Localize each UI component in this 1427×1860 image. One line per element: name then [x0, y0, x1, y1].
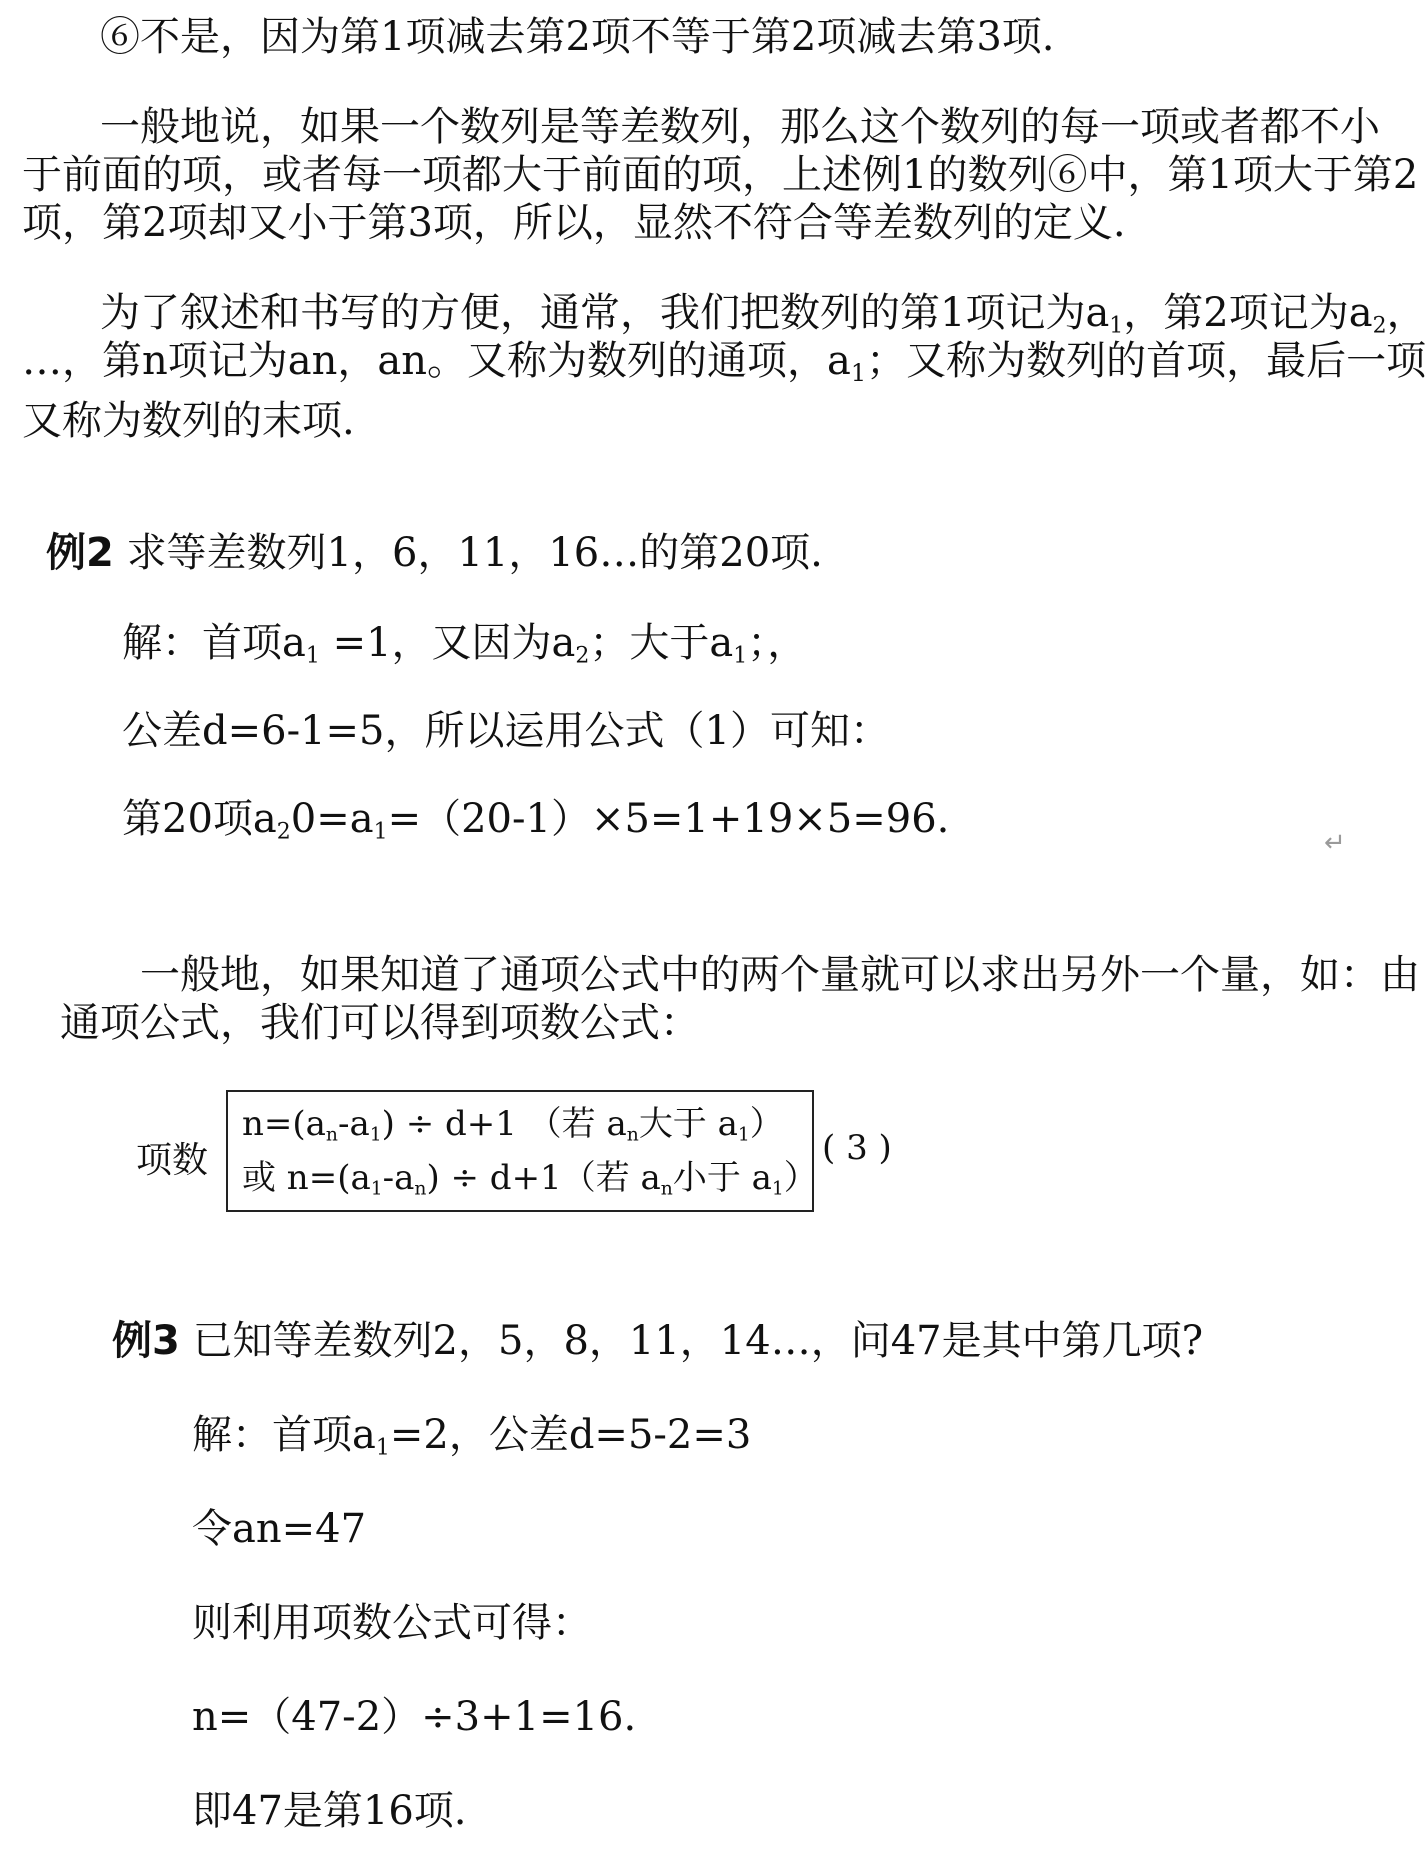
step-text: =1，又因为a — [319, 620, 576, 666]
subscript: 1 — [737, 1124, 750, 1146]
formula-number: ( 3 ) — [822, 1128, 892, 1168]
step-text: ；大于a — [589, 620, 734, 666]
formula-text: ） — [749, 1104, 784, 1144]
subscript: 1 — [733, 643, 748, 669]
formula-text: ） — [783, 1158, 818, 1198]
formula-row1 — [242, 1104, 784, 1144]
example3-question — [112, 1318, 1203, 1364]
formula-label: 项数 — [136, 1140, 209, 1181]
subscript: 1 — [1109, 313, 1124, 339]
example2-step1 — [122, 620, 808, 669]
example3-step5: 即47是第16项. — [192, 1788, 467, 1834]
example3-step2: 令an=47 — [192, 1506, 367, 1552]
example2-label: 例2 — [46, 530, 114, 576]
subscript: 1 — [305, 643, 320, 669]
subscript: n — [626, 1124, 639, 1146]
para3-line2: 通项公式，我们可以得到项数公式： — [60, 1000, 700, 1046]
subscript: 1 — [373, 819, 388, 845]
step-text: =2，公差d=5-2=3 — [389, 1412, 752, 1458]
example2-question-text: 求等差数列1，6，11，16…的第20项. — [126, 530, 823, 576]
example3-step1 — [192, 1412, 752, 1461]
step-text: 解：首项a — [192, 1412, 376, 1458]
subscript: 1 — [370, 1178, 383, 1200]
subscript: 2 — [1372, 313, 1387, 339]
step-text: 解：首项a — [122, 620, 306, 666]
formula-text: 或 n=(a — [242, 1158, 371, 1198]
para2-line1 — [100, 290, 1427, 339]
example3-step3: 则利用项数公式可得： — [192, 1600, 592, 1646]
subscript: 2 — [276, 819, 291, 845]
formula-text: n=(a — [242, 1104, 326, 1144]
subscript: 2 — [575, 643, 590, 669]
para2-line2-part-b: ；又称为数列的首项，最后一项 — [866, 338, 1427, 384]
formula-text: ) ÷ d+1 （若 a — [381, 1104, 627, 1144]
subscript: n — [414, 1178, 427, 1200]
note-line: ⑥不是，因为第1项减去第2项不等于第2项减去第3项. — [100, 14, 1055, 60]
example2-question — [46, 530, 823, 576]
step-text: =（20-1）×5=1+19×5=96. — [387, 796, 950, 842]
formula-text: -a — [382, 1158, 415, 1198]
subscript: n — [660, 1178, 673, 1200]
subscript: 1 — [369, 1124, 382, 1146]
formula-text: -a — [337, 1104, 370, 1144]
para1-line2: 于前面的项，或者每一项都大于前面的项，上述例1的数列⑥中，第1项大于第2 — [22, 152, 1419, 198]
para2-line1-part-a: 为了叙述和书写的方便，通常，我们把数列的第1项记为a — [100, 290, 1110, 336]
example2-step3 — [122, 796, 950, 845]
para1-line1: 一般地说，如果一个数列是等差数列，那么这个数列的每一项或者都不小 — [100, 104, 1380, 150]
step-text: ；， — [747, 620, 808, 666]
step-text: 0=a — [290, 796, 374, 842]
para1-line3: 项，第2项却又小于第3项，所以，显然不符合等差数列的定义. — [22, 200, 1126, 246]
subscript: 1 — [375, 1435, 390, 1461]
formula-text: 大于 a — [638, 1104, 738, 1144]
para2-line1-part-b: ，第2项记为a — [1123, 290, 1373, 336]
para2-line2 — [22, 338, 1427, 388]
formula-text: ) ÷ d+1（若 a — [426, 1158, 661, 1198]
para2-line3: 又称为数列的末项. — [22, 398, 355, 444]
subscript: 1 — [771, 1178, 784, 1200]
example2-step2: 公差d=6-1=5，所以运用公式（1）可知： — [122, 708, 890, 754]
formula-box — [226, 1090, 818, 1212]
formula-row2 — [242, 1158, 818, 1198]
paragraph-mark-icon: ↵ — [1324, 828, 1346, 858]
example3-label: 例3 — [112, 1318, 180, 1364]
para2-line2-part-a: …，第n项记为an，an。又称为数列的通项，a — [22, 338, 851, 384]
step-text: 第20项a — [122, 796, 277, 842]
subscript: n — [325, 1124, 338, 1146]
example3-step4: n=（47-2）÷3+1=16. — [192, 1694, 637, 1740]
formula-text: 小于 a — [672, 1158, 772, 1198]
para3-line1: 一般地，如果知道了通项公式中的两个量就可以求出另外一个量，如：由 — [140, 952, 1420, 998]
example3-question-text: 已知等差数列2，5，8，11，14…，问47是其中第几项? — [192, 1318, 1204, 1364]
para2-line1-part-c: ， — [1386, 290, 1427, 336]
subscript: 1 — [850, 359, 867, 388]
